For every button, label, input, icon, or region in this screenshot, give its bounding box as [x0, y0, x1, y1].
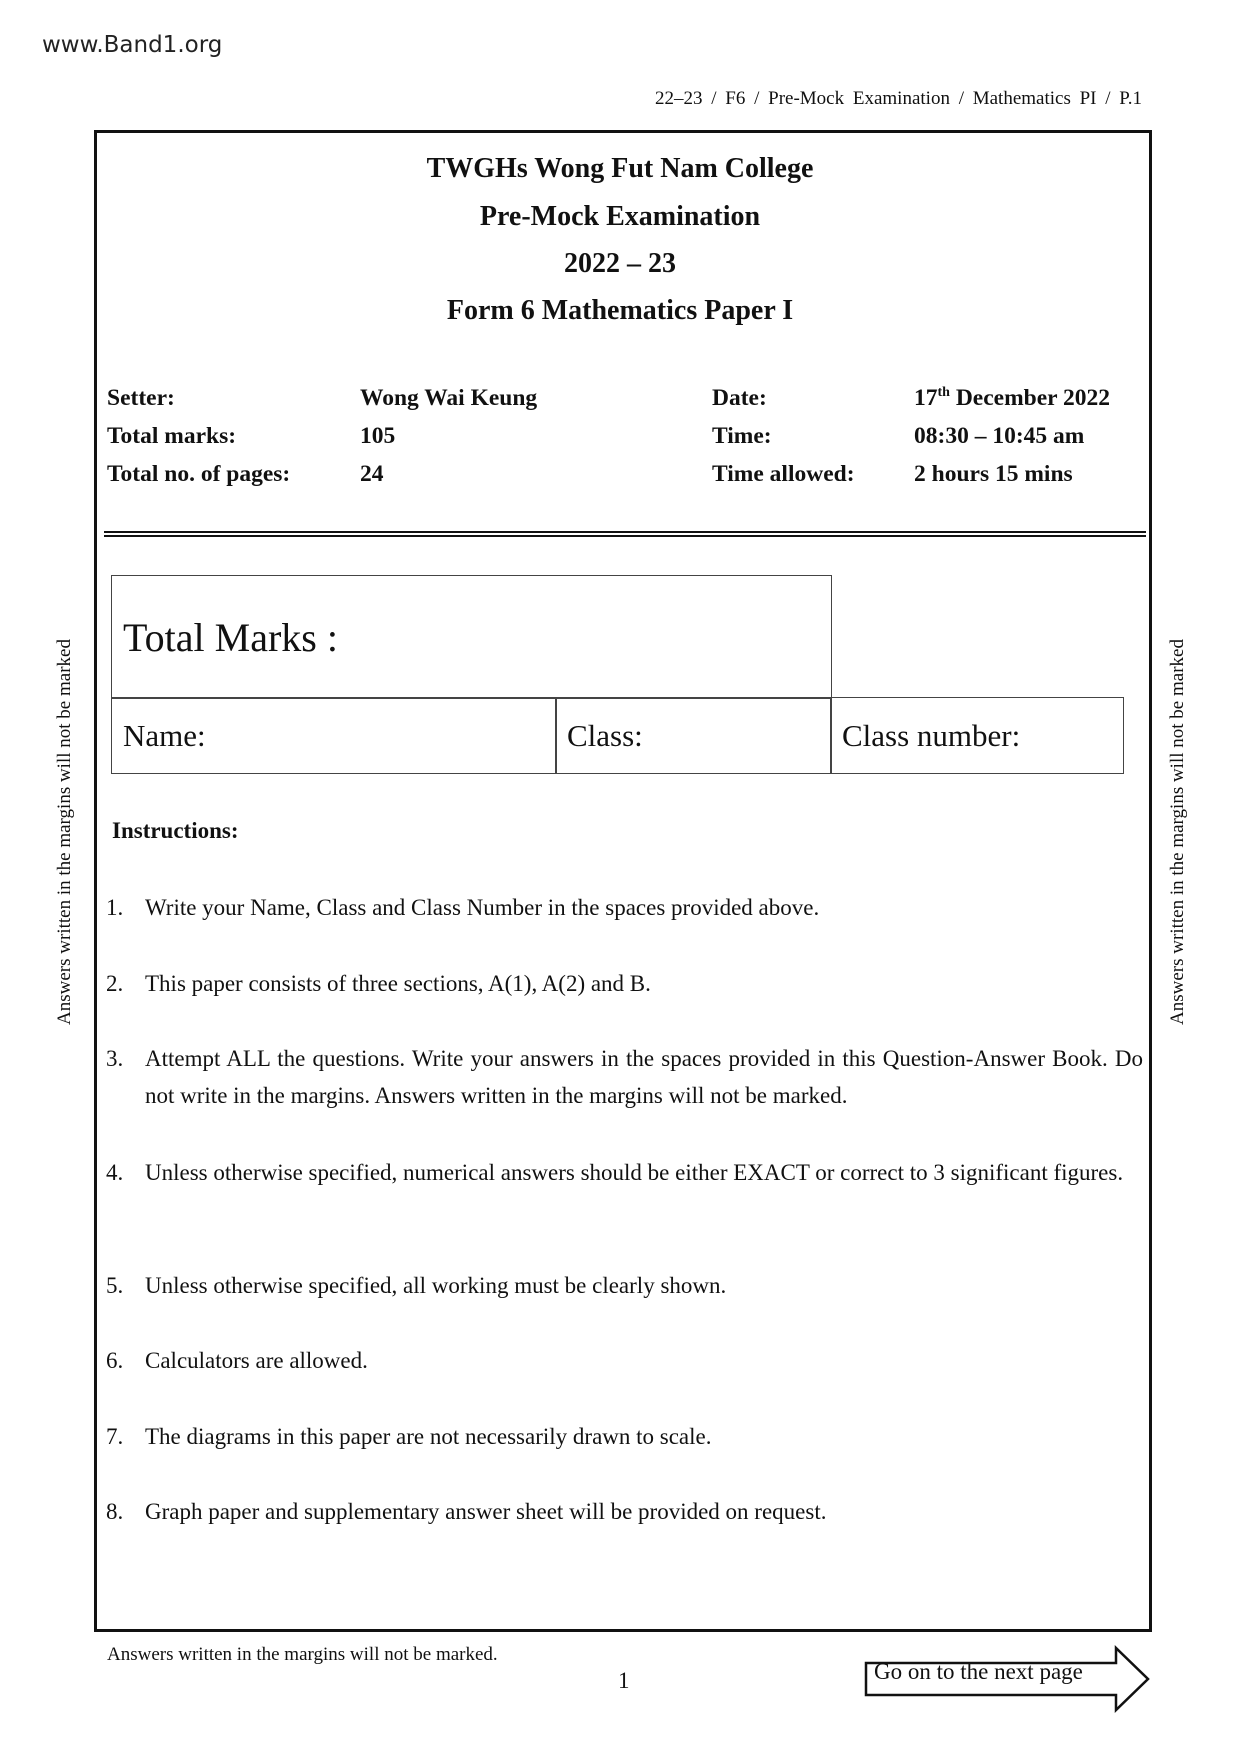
pages-value: 24 — [360, 461, 384, 487]
instruction-item — [106, 1342, 1143, 1379]
date-suffix: th — [937, 385, 950, 401]
right-margin-note: Answers written in the margins will not be marked — [1167, 639, 1188, 1025]
item-text: This paper consists of three sections, A(1), A(2) and B. — [145, 971, 651, 996]
date-day: 17 — [914, 385, 938, 411]
running-header: 22–23 / F6 / Pre-Mock Examination / Mathematics PI / P.1 — [655, 88, 1142, 109]
date-value — [914, 385, 1110, 412]
pages-label: Total no. of pages: — [107, 461, 291, 487]
date-rest: December 2022 — [949, 385, 1111, 411]
footer-note: Answers written in the margins will not be marked. — [107, 1644, 498, 1665]
instruction-item — [106, 965, 1143, 1002]
name-field[interactable] — [111, 697, 557, 774]
class-number-label: Class number: — [842, 717, 1021, 753]
instruction-item — [106, 1493, 1143, 1530]
item-number: 6. — [106, 1348, 124, 1373]
item-number: 4. — [106, 1160, 124, 1185]
time-label: Time: — [712, 423, 772, 449]
allowed-value: 2 hours 15 mins — [914, 461, 1073, 487]
instruction-item — [106, 1154, 1143, 1191]
total-marks-label: Total Marks : — [123, 614, 338, 660]
item-text: Attempt ALL the questions. Write your answers in the spaces provided in this Question-Answer Book. Do not write in the margins. Answers written in the margins will not be marked. — [145, 1046, 1143, 1108]
item-number: 2. — [106, 971, 124, 996]
marks-value: 105 — [360, 423, 396, 449]
total-marks-field[interactable] — [111, 575, 832, 699]
class-field[interactable] — [555, 697, 832, 774]
item-number: 1. — [106, 895, 124, 920]
next-page-label: Go on to the next page — [874, 1659, 1083, 1684]
double-divider — [104, 531, 1146, 537]
setter-label: Setter: — [107, 385, 175, 411]
item-number: 8. — [106, 1499, 124, 1524]
item-text: The diagrams in this paper are not necessarily drawn to scale. — [145, 1424, 712, 1449]
exam-name: Pre-Mock Examination — [479, 201, 761, 232]
paper-title: Form 6 Mathematics Paper I — [446, 295, 794, 326]
marks-label: Total marks: — [107, 423, 237, 449]
allowed-label: Time allowed: — [712, 461, 855, 487]
page-number: 1 — [618, 1668, 630, 1693]
time-value: 08:30 – 10:45 am — [914, 423, 1085, 449]
instruction-item — [106, 1267, 1143, 1304]
left-margin-note: Answers written in the margins will not be marked — [54, 639, 75, 1025]
item-text: Write your Name, Class and Class Number in the spaces provided above. — [145, 895, 820, 920]
site-watermark: www.Band1.org — [42, 32, 223, 58]
class-label: Class: — [567, 717, 643, 753]
setter-value: Wong Wai Keung — [360, 385, 538, 411]
instruction-item — [106, 1418, 1143, 1455]
instructions-heading: Instructions: — [112, 818, 239, 843]
school-name: TWGHs Wong Fut Nam College — [426, 153, 814, 184]
item-number: 3. — [106, 1046, 124, 1071]
item-text: Calculators are allowed. — [145, 1348, 368, 1373]
item-number: 5. — [106, 1273, 124, 1298]
school-year: 2022 – 23 — [564, 248, 676, 279]
item-text: Graph paper and supplementary answer sheet will be provided on request. — [145, 1499, 827, 1524]
date-label: Date: — [712, 385, 767, 411]
instruction-item — [106, 889, 1143, 926]
cover-frame — [94, 130, 1152, 1632]
instruction-item — [106, 1040, 1143, 1114]
item-text: Unless otherwise specified, all working must be clearly shown. — [145, 1273, 727, 1298]
class-number-field[interactable] — [830, 697, 1124, 774]
name-label: Name: — [123, 717, 206, 753]
item-number: 7. — [106, 1424, 124, 1449]
item-text: Unless otherwise specified, numerical answers should be either EXACT or correct to 3 significant figures. — [145, 1160, 1124, 1185]
